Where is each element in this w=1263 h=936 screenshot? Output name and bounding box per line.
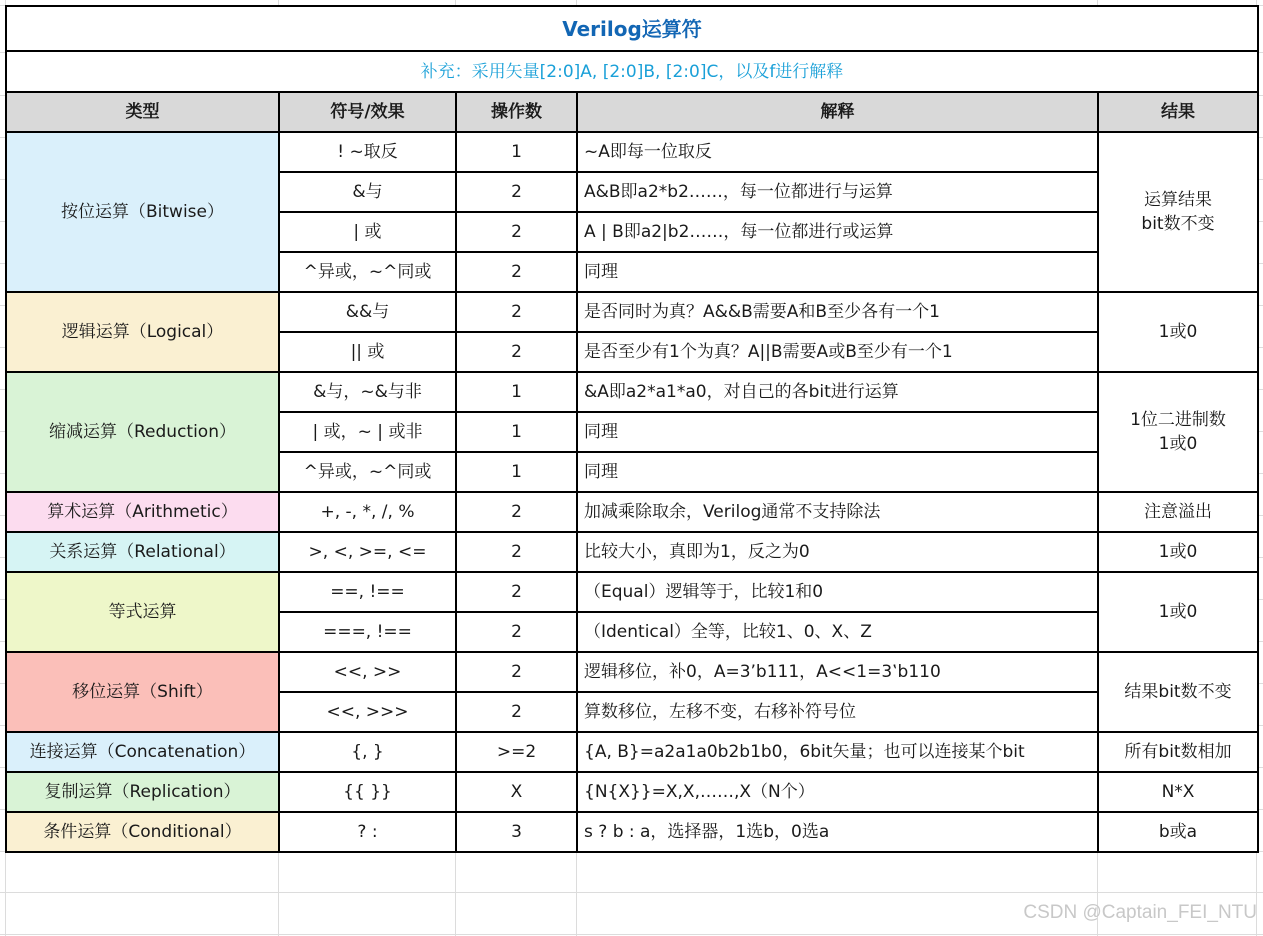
operands-cell: 2 bbox=[456, 652, 577, 692]
verilog-operators-table bbox=[5, 5, 1259, 853]
explanation-cell: &A即a2*a1*a0，对自己的各bit进行运算 bbox=[577, 372, 1098, 412]
symbol-cell: &&与 bbox=[279, 292, 456, 332]
subtitle-row bbox=[6, 51, 1258, 92]
result-line: 1或0 bbox=[1158, 542, 1198, 562]
operands-cell: >=2 bbox=[456, 732, 577, 772]
symbol-cell: ==, !== bbox=[279, 572, 456, 612]
title-row bbox=[6, 6, 1258, 51]
result-line: 结果bit数不变 bbox=[1124, 682, 1232, 702]
explanation-cell: 逻辑移位，补0，A=3’b111，A<<1=3‛b110 bbox=[577, 652, 1098, 692]
table-row bbox=[6, 292, 1258, 332]
operands-cell: 2 bbox=[456, 612, 577, 652]
result-cell bbox=[1098, 372, 1258, 492]
result-cell bbox=[1098, 732, 1258, 772]
result-cell bbox=[1098, 132, 1258, 292]
table-subtitle: 补充：采用矢量[2:0]A, [2:0]B, [2:0]C，以及f进行解释 bbox=[6, 51, 1258, 92]
operands-cell: 1 bbox=[456, 412, 577, 452]
operands-cell: X bbox=[456, 772, 577, 812]
result-cell bbox=[1098, 292, 1258, 372]
operands-cell: 2 bbox=[456, 692, 577, 732]
symbol-cell: &与 bbox=[279, 172, 456, 212]
operator-type-cell: 连接运算（Concatenation） bbox=[6, 732, 279, 772]
result-cell bbox=[1098, 532, 1258, 572]
operands-cell: 2 bbox=[456, 212, 577, 252]
operator-type-cell: 关系运算（Relational） bbox=[6, 532, 279, 572]
operands-cell: 1 bbox=[456, 372, 577, 412]
result-cell bbox=[1098, 572, 1258, 652]
table-row bbox=[6, 772, 1258, 812]
explanation-cell: 比较大小，真即为1，反之为0 bbox=[577, 532, 1098, 572]
symbol-cell: ^异或，~^同或 bbox=[279, 252, 456, 292]
result-line: 1位二进制数 bbox=[1130, 410, 1226, 430]
symbol-cell: {, } bbox=[279, 732, 456, 772]
symbol-cell: <<, >>> bbox=[279, 692, 456, 732]
result-line: 1或0 bbox=[1158, 434, 1198, 454]
result-cell bbox=[1098, 772, 1258, 812]
symbol-cell: ? : bbox=[279, 812, 456, 852]
operands-cell: 2 bbox=[456, 292, 577, 332]
explanation-cell: 同理 bbox=[577, 252, 1098, 292]
table-row bbox=[6, 652, 1258, 692]
explanation-cell: A | B即a2|b2……，每一位都进行或运算 bbox=[577, 212, 1098, 252]
explanation-cell: （Identical）全等，比较1、0、X、Z bbox=[577, 612, 1098, 652]
result-cell bbox=[1098, 492, 1258, 532]
explanation-cell: 是否同时为真？A&&B需要A和B至少各有一个1 bbox=[577, 292, 1098, 332]
symbol-cell: | 或 bbox=[279, 212, 456, 252]
operands-cell: 1 bbox=[456, 132, 577, 172]
explanation-cell: s ? b : a，选择器，1选b，0选a bbox=[577, 812, 1098, 852]
watermark: CSDN @Captain_FEI_NTU bbox=[1023, 902, 1257, 923]
operator-type-cell: 等式运算 bbox=[6, 572, 279, 652]
gridline bbox=[0, 934, 1263, 935]
operands-cell: 1 bbox=[456, 452, 577, 492]
operands-cell: 3 bbox=[456, 812, 577, 852]
explanation-cell: （Equal）逻辑等于，比较1和0 bbox=[577, 572, 1098, 612]
explanation-cell: 加减乘除取余，Verilog通常不支持除法 bbox=[577, 492, 1098, 532]
symbol-cell: || 或 bbox=[279, 332, 456, 372]
table-row bbox=[6, 492, 1258, 532]
symbol-cell: >, <, >=, <= bbox=[279, 532, 456, 572]
result-cell bbox=[1098, 652, 1258, 732]
symbol-cell: ===, !== bbox=[279, 612, 456, 652]
table-row bbox=[6, 572, 1258, 612]
operands-cell: 2 bbox=[456, 532, 577, 572]
header-operands: 操作数 bbox=[456, 92, 577, 132]
operator-type-cell: 按位运算（Bitwise） bbox=[6, 132, 279, 292]
result-line: bit数不变 bbox=[1141, 214, 1215, 234]
symbol-cell: | 或，~ | 或非 bbox=[279, 412, 456, 452]
result-line: 1或0 bbox=[1158, 322, 1198, 342]
explanation-cell: A&B即a2*b2……，每一位都进行与运算 bbox=[577, 172, 1098, 212]
operator-type-cell: 缩减运算（Reduction） bbox=[6, 372, 279, 492]
result-cell bbox=[1098, 812, 1258, 852]
symbol-cell: <<, >> bbox=[279, 652, 456, 692]
operator-type-cell: 逻辑运算（Logical） bbox=[6, 292, 279, 372]
table-row bbox=[6, 372, 1258, 412]
result-line: 注意溢出 bbox=[1144, 502, 1212, 522]
result-line: 所有bit数相加 bbox=[1124, 742, 1232, 762]
explanation-cell: 同理 bbox=[577, 452, 1098, 492]
result-line: N*X bbox=[1161, 782, 1195, 802]
explanation-cell: ~A即每一位取反 bbox=[577, 132, 1098, 172]
explanation-cell: 同理 bbox=[577, 412, 1098, 452]
explanation-cell: 是否至少有1个为真？A||B需要A或B至少有一个1 bbox=[577, 332, 1098, 372]
symbol-cell: ! ~取反 bbox=[279, 132, 456, 172]
operator-type-cell: 复制运算（Replication） bbox=[6, 772, 279, 812]
explanation-cell: 算数移位，左移不变，右移补符号位 bbox=[577, 692, 1098, 732]
operands-cell: 2 bbox=[456, 492, 577, 532]
explanation-cell: {A, B}=a2a1a0b2b1b0，6bit矢量；也可以连接某个bit bbox=[577, 732, 1098, 772]
symbol-cell: {{ }} bbox=[279, 772, 456, 812]
operands-cell: 2 bbox=[456, 252, 577, 292]
operator-type-cell: 算术运算（Arithmetic） bbox=[6, 492, 279, 532]
table-row bbox=[6, 532, 1258, 572]
header-row bbox=[6, 92, 1258, 132]
operands-cell: 2 bbox=[456, 332, 577, 372]
table-row bbox=[6, 732, 1258, 772]
operator-type-cell: 移位运算（Shift） bbox=[6, 652, 279, 732]
header-explanation: 解释 bbox=[577, 92, 1098, 132]
result-line: 运算结果 bbox=[1144, 190, 1212, 210]
table-row bbox=[6, 132, 1258, 172]
header-symbol: 符号/效果 bbox=[279, 92, 456, 132]
table-row bbox=[6, 812, 1258, 852]
header-type: 类型 bbox=[6, 92, 279, 132]
operator-type-cell: 条件运算（Conditional） bbox=[6, 812, 279, 852]
gridline bbox=[0, 892, 1263, 893]
operands-cell: 2 bbox=[456, 172, 577, 212]
symbol-cell: +, -, *, /, % bbox=[279, 492, 456, 532]
symbol-cell: &与，~&与非 bbox=[279, 372, 456, 412]
result-line: b或a bbox=[1158, 822, 1198, 842]
operands-cell: 2 bbox=[456, 572, 577, 612]
header-result: 结果 bbox=[1098, 92, 1258, 132]
explanation-cell: {N{X}}=X,X,……,X（N个） bbox=[577, 772, 1098, 812]
symbol-cell: ^异或，~^同或 bbox=[279, 452, 456, 492]
table-title: Verilog运算符 bbox=[6, 6, 1258, 51]
result-line: 1或0 bbox=[1158, 602, 1198, 622]
